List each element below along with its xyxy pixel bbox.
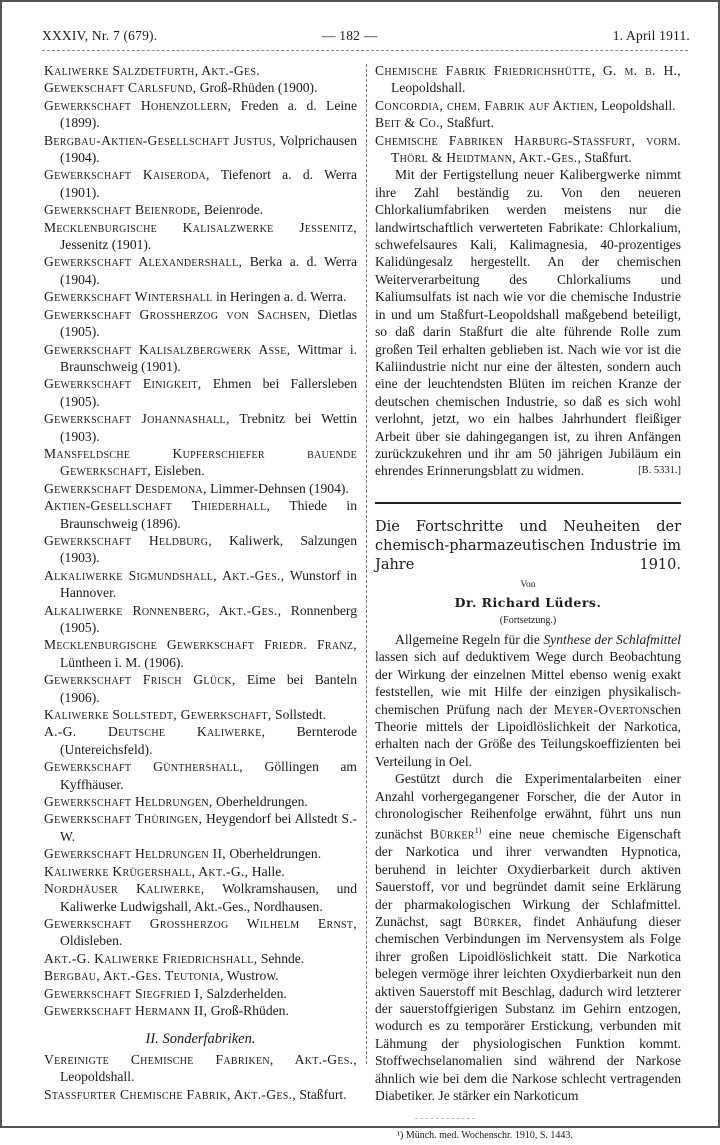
footnote-marker: 1) <box>474 826 482 836</box>
company-location: Bernterode (Untereichsfeld). <box>60 724 357 757</box>
company-name: Alkaliwerke Sigmundshall, Akt.-Ges., <box>44 567 285 583</box>
article-paragraph-1: Allgemeine Regeln für die Synthese der Schlafmittel lassen sich auf deduktivem Wege durch Beobachtung der Wirkung der einzelnen Mittel ebenso wenig exakt feststellen, wie mit Hilfe der einzigen physikalisch-chemischen Prüfung nach der Meyer-Overtonschen Theorie mittels der Lipoidlöslichkeit der Narkotica, erhalten nach der Größe des Teilungskoeffizienten bei Verteilung in Oel. <box>375 631 681 769</box>
list-item <box>44 810 357 845</box>
company-location: Göllingen am Kyffhäuser. <box>60 759 357 792</box>
list-item <box>44 341 357 376</box>
left-column <box>44 62 357 1103</box>
company-name: Gewerkschaft Heldrungen, <box>44 794 213 810</box>
company-name: Kaliwerke Sollstedt, Gewerkschaft, <box>44 707 272 723</box>
company-location: Wolkramshausen, und Kaliwerke Ludwigshall, Akt.-Ges., Nordhausen. <box>60 881 357 914</box>
article-paragraph-2: Gestützt durch die Experimentalarbeiten einer Anzahl vorhergegangener Forscher, die der Autor in chronologischer Reihenfolge erwähnt, führt uns nun zunächst Bürker$^{1)}$ eine neue chemische Eigenschaft der Narkotica und ihrer verwandten Hypnotica, beruhend in leichter Oxydierbarkeit durch aktiven Sauerstoff, vor und begründet damit seine Erklärung der pharmakologischen Wirkung der Schlafmittel. Zunächst, sagt Bürker, findet Anhäufung dieser chemischen Verbindungen im Nervensystem als Folge ihrer großen Lipoidlöslichkeit statt. Die Narkotica belegen vermöge ihrer leichten Oxydierbarkeit nun den aktiven Sauerstoff mit Beschlag, dadurch wird letzterer der sauerstoffgierigen Substanz im Gehirn entzogen, wodurch es zu temporärer Erstickung, verbunden mit Lähmung der physiologischen Funktion kommt. Stoffwechselanomalien sind während der Narkose ähnlich wie bei dem die Narkose schlecht vertragenden Diabetiker. Je stärker ein Narkoticum <box>375 771 682 1104</box>
list-item <box>44 636 357 671</box>
list-item <box>44 967 357 984</box>
company-name: Vereinigte Chemische Fabriken, Akt.-Ges., <box>44 1051 357 1067</box>
company-location: Trebnitz bei Wettin (1903). <box>60 411 357 444</box>
list-item <box>375 62 681 97</box>
list-item <box>44 480 357 497</box>
section-title: II. Sonderfabriken. <box>145 1031 256 1048</box>
special-factories-list <box>44 1051 357 1103</box>
company-location: Leopoldshall. <box>60 1069 135 1085</box>
list-item <box>44 375 357 410</box>
footnote: ¹) Münch. med. Wochenschr. 1910, S. 1443. <box>397 1130 573 1142</box>
company-name: Aktien-Gesellschaft Thiederhall, <box>44 498 271 514</box>
column-divider <box>366 64 367 1064</box>
company-location: Eime bei Banteln (1906). <box>60 672 357 705</box>
company-location: Staßfurt. <box>443 115 494 131</box>
company-location: Staßfurt. <box>296 1086 347 1102</box>
list-item <box>44 79 357 96</box>
company-name: Chemische Fabriken Harburg-Stassfurt, vorm. Thörl & Heidtmann, Akt.-Ges., <box>375 132 681 166</box>
list-item <box>44 985 357 1002</box>
article-divider <box>375 502 681 504</box>
company-name: Alkaliwerke Ronnenberg, Akt.-Ges., <box>44 602 282 618</box>
company-location: Limmer-Dehnsen (1904). <box>206 480 349 496</box>
company-name: Concordia, chem. Fabrik auf Aktien, <box>375 97 598 113</box>
company-location: Berka a. d. Werra (1904). <box>60 254 357 287</box>
footnote-rule <box>415 1118 475 1119</box>
company-name: Gewerkschaft Frisch Glück, <box>44 672 236 688</box>
company-name: Gewerkschaft Hermann II, <box>44 1002 208 1018</box>
company-location: Kaliwerk, Salzungen (1903). <box>60 532 357 566</box>
company-location: Leopoldshall. <box>391 80 466 96</box>
list-item <box>44 306 357 341</box>
list-item <box>44 97 357 132</box>
list-item <box>44 1086 357 1103</box>
company-name: Bergbau, Akt.-Ges. Teutonia, <box>44 968 224 984</box>
company-location: Wunstorf in Hannover. <box>60 567 357 601</box>
company-name: Gewerkschaft Beienrode, <box>44 202 201 218</box>
article-title: Die Fortschritte und Neuheiten der chemisch-pharmazeutischen Industrie im Jahre 1910. <box>375 518 681 573</box>
list-item <box>44 793 357 810</box>
list-item <box>44 253 357 288</box>
list-item <box>44 166 357 201</box>
company-location: Ehmen bei Fallersleben (1905). <box>60 376 357 409</box>
company-name: Bergbau-Aktien-Gesellschaft Justus, <box>44 132 276 148</box>
company-location: Tiefenort a. d. Werra (1901). <box>60 167 357 200</box>
company-name: Kaliwerke Salzdetfurth, Akt.-Ges. <box>44 63 260 78</box>
company-name: Gewerkschaft Siegfried I, <box>44 985 204 1001</box>
company-name: Gewerkschaft Heldburg, <box>44 532 212 548</box>
company-location: Heygendorf bei Allstedt S.-W. <box>60 811 357 844</box>
company-location: Sollstedt. <box>271 707 327 723</box>
list-item <box>375 114 681 131</box>
company-name: Gewerkschaft Thüringen, <box>44 811 203 827</box>
company-location: Salzderhelden. <box>203 985 287 1001</box>
company-name: Gewerkschaft Alexandershall, <box>44 254 243 270</box>
company-location: Groß-Rhüden. <box>207 1002 289 1018</box>
list-item <box>44 62 357 79</box>
company-name: Gewerkschaft Grossherzog von Sachsen, <box>44 306 311 322</box>
company-name: Kaliwerke Krügershall, Akt.-G., <box>44 863 249 879</box>
company-name: Gewekschaft Carlsfund, <box>44 80 197 96</box>
company-name: Gewerkschaft Kalisalzbergwerk Asse, <box>44 341 291 357</box>
company-location: Jessenitz (1901). <box>60 237 152 253</box>
company-location: Ronnenberg (1905). <box>60 602 357 635</box>
company-location: Freden a. d. Leine (1899). <box>60 97 357 131</box>
list-item <box>44 706 357 723</box>
list-item <box>44 532 357 567</box>
company-list-continued <box>375 62 681 166</box>
volume-issue: XXXIV, Nr. 7 (679). <box>42 28 158 43</box>
list-item <box>44 880 357 915</box>
list-item <box>44 445 357 480</box>
list-item <box>44 950 357 967</box>
company-name: Beit & Co., <box>375 115 444 131</box>
list-item <box>44 1051 357 1086</box>
list-item <box>44 602 357 637</box>
company-location: Lüntheen i. M. (1906). <box>60 654 184 670</box>
company-name: Gewerkschaft Günthershall, <box>44 759 243 775</box>
running-header <box>42 28 690 48</box>
company-location: Oldisleben. <box>60 933 123 949</box>
company-location: in Heringen a. d. Werra. <box>212 289 347 305</box>
issue-date: 1. April 1911. <box>612 28 690 43</box>
company-location: Sehnde. <box>257 950 305 966</box>
company-location: Eisleben. <box>151 463 205 479</box>
company-location: Oberheldrungen. <box>212 794 308 810</box>
company-name: A.-G. Deutsche Kaliwerke, <box>44 724 266 740</box>
company-name: Gewerkschaft Desdemona, <box>44 480 207 496</box>
page-number: — 182 — <box>322 28 378 43</box>
company-name: Mecklenburgische Gewerkschaft Friedr. Franz, <box>44 637 357 653</box>
company-name: Stassfurter Chemische Fabrik, Akt.-Ges., <box>44 1086 297 1102</box>
company-name: Gewerkschaft Hohenzollern, <box>44 97 232 113</box>
company-list <box>44 62 357 1019</box>
company-location: Halle. <box>248 863 285 879</box>
company-location: Beienrode. <box>200 202 264 218</box>
company-name: Nordhäuser Kaliwerke, <box>44 881 205 897</box>
company-location: Dietlas (1905). <box>60 306 358 340</box>
company-name: Gewerkschaft Einigkeit, <box>44 376 202 392</box>
article-author: Dr. Richard Lüders. <box>454 595 602 611</box>
list-item <box>44 201 357 218</box>
company-location: Groß-Rhüden (1900). <box>196 80 318 96</box>
right-column <box>375 62 681 1145</box>
list-item <box>44 758 357 793</box>
list-item <box>44 1002 357 1019</box>
company-location: Staßfurt. <box>581 150 632 166</box>
company-name: Chemische Fabrik Friedrichshütte, G. m. b. H., <box>375 63 681 78</box>
company-name: Gewerkschaft Kaiseroda, <box>44 167 210 183</box>
list-item <box>44 288 357 305</box>
company-location: Oberheldrungen. <box>225 846 322 862</box>
byline-von: Von <box>520 579 536 590</box>
list-item <box>44 497 357 532</box>
list-item <box>375 97 681 114</box>
company-name: Mecklenburgische Kalisalzwerke Jessenitz, <box>44 219 357 235</box>
list-item <box>44 132 357 167</box>
company-name: Gewerkschaft Grossherzog Wilhelm Ernst, <box>44 915 357 931</box>
company-location: Volprichausen (1904). <box>60 132 357 166</box>
company-name: Gewerkschaft Johannashall, <box>44 411 230 427</box>
company-location: Leopoldshall. <box>597 97 676 113</box>
list-item <box>44 567 357 602</box>
company-name: Gewerkschaft Heldrungen II, <box>44 846 226 862</box>
company-location: Thiede in Braunschweig (1896). <box>60 498 357 531</box>
list-item <box>375 132 681 167</box>
company-name: Mansfeldsche Kupferschiefer bauende Gewerkschaft, <box>44 445 357 479</box>
closing-paragraph: Mit der Fertigstellung neuer Kalibergwerke nimmt ihre Zahl beständig zu. Von den neueren Chlorkaliumfabriken werden meistens nur die landwirtschaftlich verwerteten Fabrikate: Chlorkalium, schwefelsaures Kali, Kalimagnesia, 40-prozentiges Kalidüngesalz hergestellt. An der chemischen Weiterverarbeitung des Chlorkaliums und Kaliumsulfats ist nach wie vor die chemische Industrie in und um Staßfurt-Leopoldshall maßgebend beteiligt, so daß darin Staßfurt die alte führende Rolle zum großen Teil erhalten geblieben ist. Nach wie vor ist die Kaliindustrie nicht nur eine der ältesten, sondern auch eine der leuchtendsten Blüten im reichen Kranze der deutschen chemischen Industrie, so daß es sich wohl verlohnt, jetzt, wo ein halbes Jahrhundert fleißiger Arbeit über sie dahingegangen ist, zu ihren Anfängen zurückzukehren und ihr am 50 jährigen Jubiläum ein ehrendes Erinnerungsblatt zu widmen. [B. 5331.] <box>375 167 681 479</box>
list-item <box>44 410 357 445</box>
reference-code: [B. 5331.] <box>638 465 681 477</box>
list-item <box>44 845 357 862</box>
list-item <box>44 863 357 880</box>
list-item <box>44 671 357 706</box>
list-item <box>44 915 357 950</box>
company-name: Gewerkschaft Wintershall <box>44 289 213 305</box>
company-location: Wustrow. <box>223 968 279 984</box>
company-name: Akt.-G. Kaliwerke Friedrichshall, <box>44 950 258 966</box>
company-location: Wittmar i. Braunschweig (1901). <box>60 341 357 374</box>
header-rule <box>42 50 688 51</box>
list-item <box>44 723 357 758</box>
continuation-note: (Fortsetzung.) <box>499 614 557 626</box>
list-item <box>44 219 357 254</box>
